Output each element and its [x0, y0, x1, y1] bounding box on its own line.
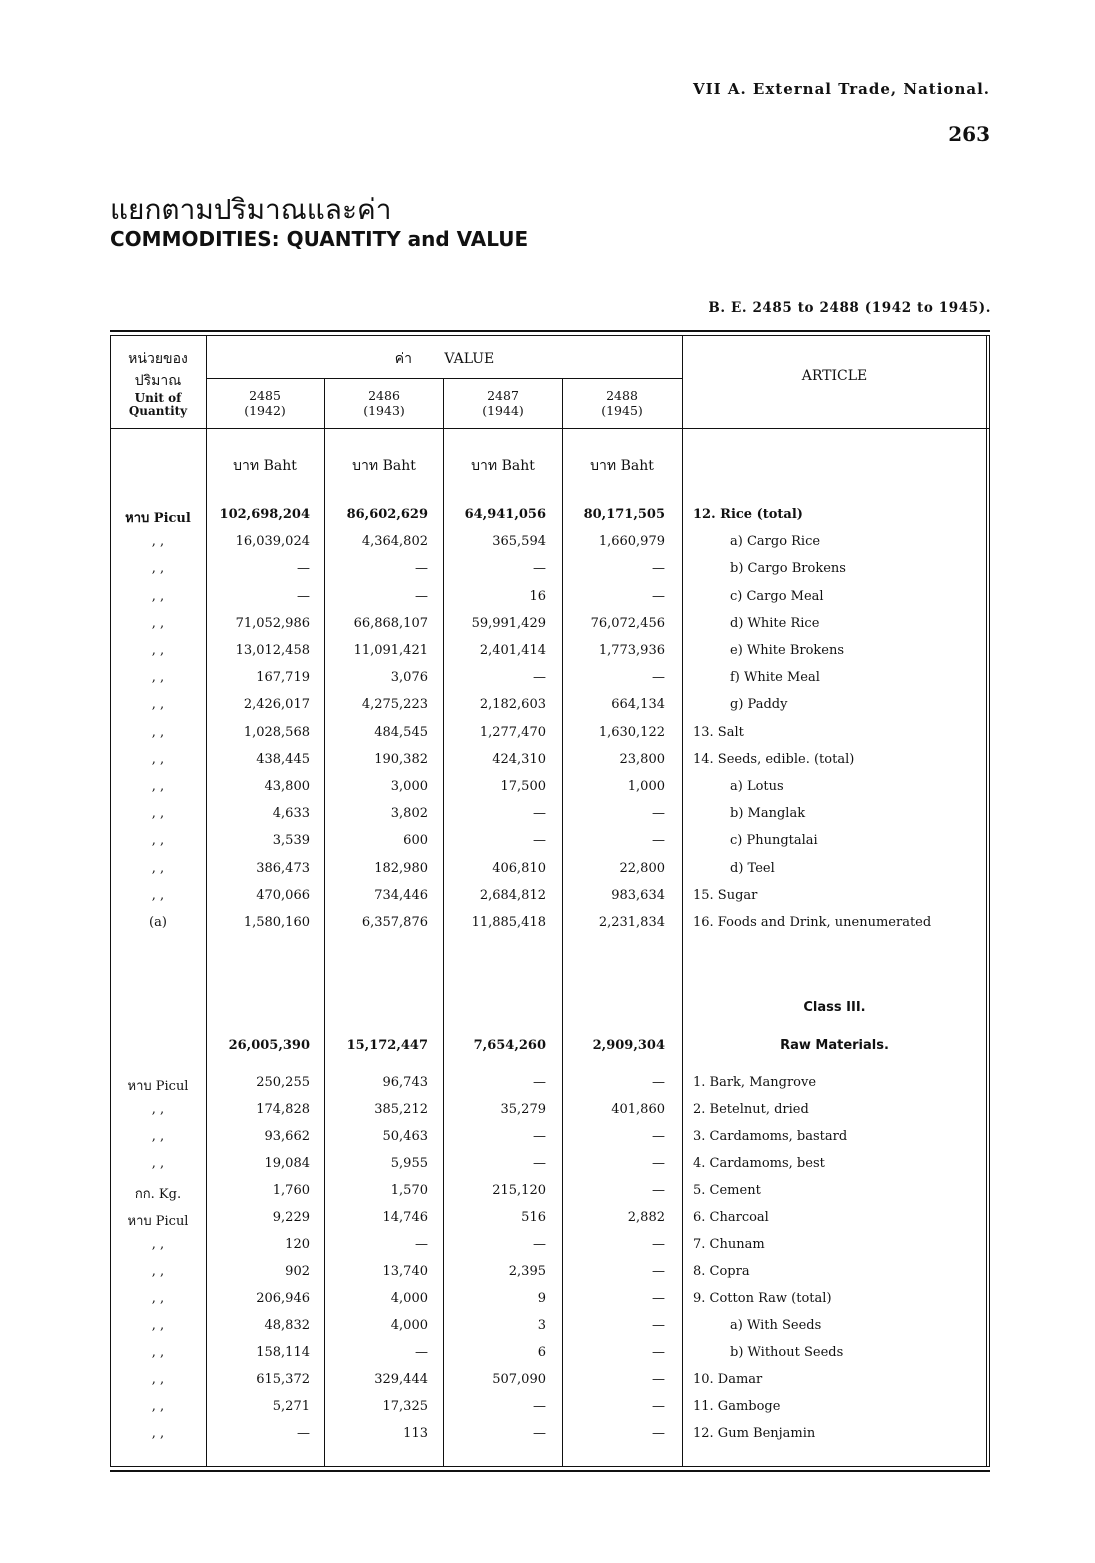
value-cell: 120	[285, 1237, 310, 1252]
value-cell: 1,570	[390, 1183, 428, 1198]
value-cell: —	[652, 1237, 665, 1252]
raw-total-2487: 7,654,260	[473, 1038, 546, 1053]
value-cell: —	[297, 1426, 310, 1441]
table-row	[110, 861, 990, 881]
value-cell: 3,539	[272, 833, 310, 849]
value-cell: 329,444	[374, 1372, 428, 1387]
value-cell: —	[297, 561, 310, 577]
value-cell: 250,255	[256, 1075, 310, 1090]
value-cell: 9,229	[272, 1210, 310, 1225]
table-row	[110, 1345, 990, 1365]
unit-cell: , ,	[151, 860, 165, 876]
value-cell: —	[533, 1129, 546, 1144]
value-cell: 6,357,876	[361, 915, 428, 930]
value-cell: 174,828	[256, 1102, 310, 1117]
value-header-en: VALUE	[444, 351, 495, 367]
value-cell: —	[297, 588, 310, 604]
value-cell: 2,182,603	[479, 697, 546, 713]
unit-cell: , ,	[151, 588, 165, 604]
value-cell: 158,114	[256, 1345, 310, 1360]
value-cell: —	[652, 1318, 665, 1333]
unit-cell: , ,	[151, 697, 165, 713]
article-cell: b) Manglak	[730, 806, 806, 822]
year-be: 2488	[606, 388, 638, 403]
table-row	[110, 561, 990, 581]
article-cell: 11. Gamboge	[693, 1399, 781, 1414]
value-cell: 3,000	[390, 779, 428, 794]
raw-total-row	[110, 1038, 990, 1058]
article-cell: 16. Foods and Drink, unenumerated	[693, 915, 932, 930]
unit-cell: , ,	[151, 1129, 165, 1144]
currency-label: บาท Baht	[352, 458, 416, 474]
unit-cell: , ,	[151, 670, 165, 686]
unit-cell: , ,	[151, 833, 165, 849]
article-cell: 6. Charcoal	[693, 1210, 769, 1225]
value-cell: 50,463	[382, 1129, 428, 1144]
value-cell: 1,760	[272, 1183, 310, 1198]
running-header: VII A. External Trade, National.	[692, 80, 990, 98]
year-ad: (1943)	[363, 403, 405, 418]
table-bottom-rule	[110, 1470, 990, 1472]
value-cell: 615,372	[256, 1372, 310, 1387]
article-cell: c) Cargo Meal	[730, 588, 824, 604]
table-row	[110, 806, 990, 826]
value-cell: 4,364,802	[361, 534, 428, 550]
unit-cell: , ,	[151, 751, 165, 767]
value-cell: 22,800	[619, 860, 665, 876]
value-cell: —	[652, 1291, 665, 1306]
value-cell: 3,076	[390, 670, 428, 686]
unit-cell: , ,	[151, 1399, 165, 1414]
value-cell: 48,832	[264, 1318, 310, 1333]
table-row	[110, 1264, 990, 1284]
english-title: COMMODITIES: QUANTITY and VALUE	[110, 227, 529, 251]
article-cell: 9. Cotton Raw (total)	[693, 1291, 832, 1306]
value-cell: 5,271	[272, 1399, 310, 1414]
article-cell: a) With Seeds	[730, 1318, 822, 1333]
value-cell: —	[533, 1075, 546, 1090]
currency-label: บาท Baht	[590, 458, 654, 474]
value-cell: 71,052,986	[235, 615, 310, 631]
value-cell: —	[652, 833, 665, 849]
year-ad: (1945)	[601, 403, 643, 418]
value-cell: —	[533, 1237, 546, 1252]
value-cell: 4,000	[390, 1318, 428, 1333]
unit-cell: , ,	[151, 1426, 165, 1441]
table-top-rule	[110, 330, 990, 332]
table-row	[110, 1183, 990, 1203]
value-cell: —	[652, 670, 665, 686]
value-cell: 734,446	[374, 887, 428, 903]
unit-cell: , ,	[151, 643, 165, 658]
value-cell: —	[652, 588, 665, 604]
unit-cell: , ,	[151, 1291, 165, 1306]
value-cell: 190,382	[374, 751, 428, 767]
class-heading: Class III.	[803, 1000, 866, 1015]
table-row	[110, 643, 990, 663]
unit-cell: , ,	[151, 724, 165, 740]
article-cell: 12. Gum Benjamin	[693, 1426, 816, 1441]
thai-title: แยกตามปริมาณและค่า	[110, 193, 392, 226]
value-cell: —	[652, 561, 665, 577]
unit-cell: หาบ Picul	[127, 1079, 189, 1094]
value-cell: 2,882	[627, 1210, 665, 1225]
article-cell: c) Phungtalai	[730, 833, 818, 849]
value-cell: 4,275,223	[361, 697, 428, 713]
table-row	[110, 1102, 990, 1122]
unit-cell: , ,	[151, 1372, 165, 1387]
value-header	[206, 348, 683, 370]
value-cell: 206,946	[256, 1291, 310, 1306]
value-cell: 2,231,834	[598, 915, 665, 930]
article-cell: f) White Meal	[730, 670, 820, 686]
header-bottom-rule	[110, 428, 990, 429]
value-cell: 1,773,936	[598, 643, 665, 658]
table-row	[110, 1372, 990, 1392]
unit-cell: , ,	[151, 1318, 165, 1333]
unit-cell: , ,	[151, 615, 165, 631]
value-cell: —	[533, 1399, 546, 1414]
table-row	[110, 725, 990, 745]
table-row	[110, 833, 990, 853]
value-cell: 386,473	[256, 860, 310, 876]
unit-cell: (a)	[149, 915, 167, 930]
value-cell: 23,800	[619, 751, 665, 767]
table-row	[110, 752, 990, 772]
value-cell: 1,660,979	[598, 534, 665, 550]
value-cell: 470,066	[256, 887, 310, 903]
value-cell: 17,325	[382, 1399, 428, 1414]
currency-label: บาท Baht	[471, 458, 535, 474]
date-range: B. E. 2485 to 2488 (1942 to 1945).	[708, 300, 991, 316]
unit-cell: , ,	[151, 1102, 165, 1117]
table-row	[110, 616, 990, 636]
article-cell: 1. Bark, Mangrove	[693, 1075, 817, 1090]
unit-header	[110, 348, 206, 418]
value-cell: —	[652, 1399, 665, 1414]
value-cell: 2,395	[508, 1264, 546, 1279]
table-row	[110, 915, 990, 935]
article-cell: 3. Cardamoms, bastard	[693, 1129, 848, 1144]
value-cell: 385,212	[374, 1102, 428, 1117]
article-cell: 7. Chunam	[693, 1237, 765, 1252]
value-cell: 4,633	[272, 806, 310, 822]
value-cell: 365,594	[492, 534, 546, 550]
value-header-rule	[206, 378, 682, 379]
unit-cell: , ,	[151, 534, 165, 550]
table-top-rule-inner	[110, 335, 990, 336]
table-bottom-rule-inner	[110, 1466, 990, 1467]
table-row	[110, 534, 990, 554]
value-cell: 2,684,812	[479, 887, 546, 903]
year-header-2486	[325, 388, 443, 418]
article-cell: 10. Damar	[693, 1372, 763, 1387]
value-cell: 182,980	[374, 860, 428, 876]
value-cell: 401,860	[611, 1102, 665, 1117]
unit-header-en: Unit of Quantity	[128, 391, 188, 418]
article-cell: 13. Salt	[693, 724, 744, 740]
value-cell: 1,277,470	[479, 724, 546, 740]
value-cell: —	[533, 806, 546, 822]
article-cell: g) Paddy	[730, 697, 788, 713]
value-cell: —	[533, 833, 546, 849]
value-cell: 11,885,418	[471, 915, 546, 930]
value-cell: —	[652, 1183, 665, 1198]
value-cell: 424,310	[492, 751, 546, 767]
value-cell: 406,810	[492, 860, 546, 876]
article-cell: b) Without Seeds	[730, 1345, 844, 1360]
value-cell: 6	[537, 1345, 546, 1360]
value-cell: 664,134	[611, 697, 665, 713]
value-cell: 484,545	[374, 724, 428, 740]
raw-total-2486: 15,172,447	[346, 1038, 428, 1053]
article-cell: 12. Rice (total)	[693, 507, 803, 522]
year-header-2485	[206, 388, 324, 418]
value-cell: —	[533, 1426, 546, 1441]
value-cell: 3	[537, 1318, 546, 1333]
value-cell: —	[652, 1264, 665, 1279]
unit-cell: , ,	[151, 1345, 165, 1360]
raw-total-2485: 26,005,390	[228, 1038, 310, 1053]
article-cell: a) Lotus	[730, 779, 784, 794]
value-cell: 13,740	[382, 1264, 428, 1279]
article-cell: d) Teel	[730, 860, 775, 876]
value-cell: 600	[403, 833, 428, 849]
value-cell: 516	[521, 1210, 546, 1225]
value-cell: 215,120	[492, 1183, 546, 1198]
table-row	[110, 1318, 990, 1338]
value-cell: 64,941,056	[464, 507, 546, 522]
unit-cell: , ,	[151, 1264, 165, 1279]
value-cell: 9	[537, 1291, 546, 1306]
table-row	[110, 1399, 990, 1419]
article-header: ARTICLE	[801, 368, 868, 384]
value-cell: —	[533, 1156, 546, 1171]
article-cell: b) Cargo Brokens	[730, 561, 846, 577]
year-header-2487	[444, 388, 562, 418]
value-cell: 902	[285, 1264, 310, 1279]
value-cell: 35,279	[500, 1102, 546, 1117]
value-cell: 19,084	[264, 1156, 310, 1171]
value-cell: —	[652, 1372, 665, 1387]
value-cell: 66,868,107	[353, 615, 428, 631]
raw-heading: Raw Materials.	[780, 1038, 889, 1053]
value-cell: 13,012,458	[235, 643, 310, 658]
value-cell: 438,445	[256, 751, 310, 767]
unit-cell: หาบ Picul	[125, 511, 191, 526]
article-cell: 8. Copra	[693, 1264, 750, 1279]
value-cell: —	[415, 561, 428, 577]
value-cell: —	[652, 1426, 665, 1441]
table-row	[110, 1210, 990, 1230]
article-cell: 4. Cardamoms, best	[693, 1156, 825, 1171]
year-be: 2485	[249, 388, 281, 403]
article-cell: e) White Brokens	[730, 643, 845, 658]
value-cell: 983,634	[611, 887, 665, 903]
value-cell: —	[415, 1237, 428, 1252]
table-row	[110, 888, 990, 908]
currency-label: บาท Baht	[233, 458, 297, 474]
value-cell: 2,426,017	[243, 697, 310, 713]
value-cell: —	[652, 1345, 665, 1360]
year-header-2488	[563, 388, 681, 418]
table-row	[110, 1129, 990, 1149]
value-cell: 1,028,568	[243, 724, 310, 740]
unit-cell: , ,	[151, 806, 165, 822]
value-cell: 1,000	[627, 779, 665, 794]
value-cell: 5,955	[390, 1156, 428, 1171]
table-row	[110, 1426, 990, 1446]
table-row	[110, 697, 990, 717]
table-row	[110, 1156, 990, 1176]
unit-cell: , ,	[151, 1237, 165, 1252]
article-cell: 2. Betelnut, dried	[693, 1102, 809, 1117]
unit-cell: กก. Kg.	[134, 1187, 182, 1202]
value-cell: 93,662	[264, 1129, 310, 1144]
unit-cell: , ,	[151, 887, 165, 903]
value-cell: —	[533, 561, 546, 577]
page-number: 263	[948, 122, 990, 146]
value-cell: 59,991,429	[471, 615, 546, 631]
class-heading-row	[110, 1000, 990, 1020]
article-cell: a) Cargo Rice	[730, 534, 821, 550]
value-cell: 11,091,421	[353, 643, 428, 658]
raw-total-2488: 2,909,304	[592, 1038, 665, 1053]
value-cell: 16	[529, 588, 546, 604]
value-cell: 507,090	[492, 1372, 546, 1387]
value-cell: —	[652, 806, 665, 822]
table-row	[110, 589, 990, 609]
article-cell: 5. Cement	[693, 1183, 761, 1198]
value-cell: 16,039,024	[235, 534, 310, 550]
table-row	[110, 1237, 990, 1257]
unit-header-thai: หน่วยของปริมาณ	[128, 351, 188, 389]
unit-cell: , ,	[151, 1156, 165, 1171]
value-cell: 80,171,505	[583, 507, 665, 522]
table-row	[110, 1075, 990, 1095]
value-cell: 86,602,629	[346, 507, 428, 522]
unit-cell: หาบ Picul	[127, 1214, 189, 1229]
article-cell: d) White Rice	[730, 615, 820, 631]
value-cell: —	[415, 588, 428, 604]
article-cell: 15. Sugar	[693, 887, 758, 903]
value-cell: 2,401,414	[479, 643, 546, 658]
value-header-thai: ค่า	[394, 351, 412, 367]
value-cell: 102,698,204	[219, 507, 310, 522]
value-cell: 14,746	[382, 1210, 428, 1225]
value-cell: —	[415, 1345, 428, 1360]
value-cell: 167,719	[256, 670, 310, 686]
unit-cell: , ,	[151, 779, 165, 794]
value-cell: —	[652, 1129, 665, 1144]
value-cell: —	[652, 1075, 665, 1090]
table-row	[110, 779, 990, 799]
table-row	[110, 507, 990, 527]
value-cell: 3,802	[390, 806, 428, 822]
year-ad: (1942)	[244, 403, 286, 418]
table-row	[110, 670, 990, 690]
value-cell: —	[533, 670, 546, 686]
value-cell: 76,072,456	[590, 615, 665, 631]
value-cell: 43,800	[264, 779, 310, 794]
value-cell: 17,500	[500, 779, 546, 794]
unit-cell: , ,	[151, 561, 165, 577]
value-cell: 4,000	[390, 1291, 428, 1306]
value-cell: 113	[403, 1426, 428, 1441]
trade-table	[110, 330, 990, 1472]
year-ad: (1944)	[482, 403, 524, 418]
value-cell: 96,743	[382, 1075, 428, 1090]
year-be: 2486	[368, 388, 400, 403]
value-cell: 1,630,122	[598, 724, 665, 740]
value-cell: 1,580,160	[243, 915, 310, 930]
table-row	[110, 1291, 990, 1311]
year-be: 2487	[487, 388, 519, 403]
value-cell: —	[652, 1156, 665, 1171]
article-cell: 14. Seeds, edible. (total)	[693, 751, 855, 767]
